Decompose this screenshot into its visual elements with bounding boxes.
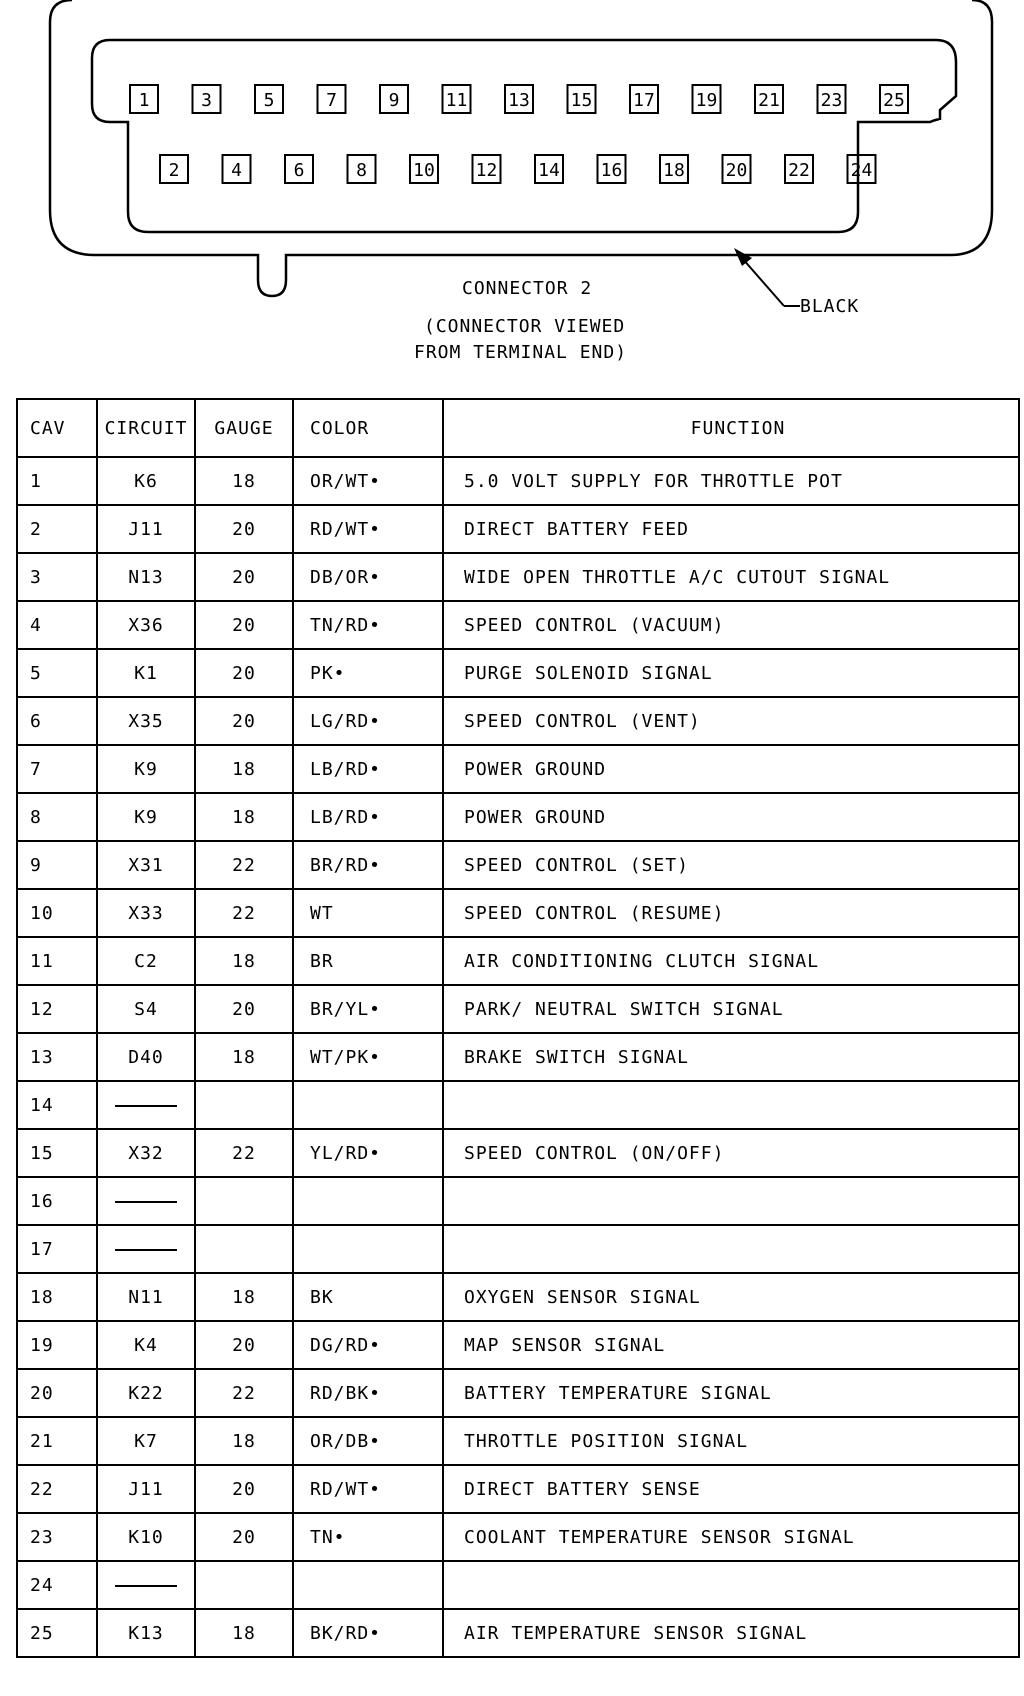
connector-title: CONNECTOR 2 [462,278,593,299]
pin-terminal [410,155,438,183]
table-row [17,649,1019,697]
pin-terminal [535,155,563,183]
pin-terminal [505,85,533,113]
cell-function [443,1177,1019,1225]
cell-function: SPEED CONTROL (SET) [443,841,1019,889]
cell-circuit: X31 [97,841,195,889]
table-row [17,1465,1019,1513]
cell-function [443,1081,1019,1129]
cell-cav: 6 [17,697,97,745]
cell-color: LB/RD• [293,745,443,793]
table-row [17,1081,1019,1129]
cell-function: THROTTLE POSITION SIGNAL [443,1417,1019,1465]
pin-number: 13 [508,90,530,111]
cell-function: POWER GROUND [443,793,1019,841]
cell-gauge: 20 [195,985,293,1033]
cell-gauge: 18 [195,457,293,505]
pin-row-bottom [160,155,876,183]
pin-number: 15 [570,90,593,111]
cell-cav: 20 [17,1369,97,1417]
cell-function: PARK/ NEUTRAL SWITCH SIGNAL [443,985,1019,1033]
cell-cav: 22 [17,1465,97,1513]
pin-terminal [223,155,251,183]
cell-circuit: K1 [97,649,195,697]
cell-gauge: 22 [195,841,293,889]
cell-cav: 21 [17,1417,97,1465]
connector-subtitle-line1: (CONNECTOR VIEWED [424,316,626,337]
cell-circuit: N11 [97,1273,195,1321]
header-cav: CAV [17,399,97,457]
pin-number: 9 [388,90,400,111]
table-row [17,1033,1019,1081]
cell-circuit: X35 [97,697,195,745]
unused-circuit-dash [115,1105,177,1107]
pin-terminal [473,155,501,183]
cell-function: OXYGEN SENSOR SIGNAL [443,1273,1019,1321]
table-row [17,1129,1019,1177]
pin-number: 2 [168,160,180,181]
cell-color: WT/PK• [293,1033,443,1081]
pin-number: 14 [538,160,560,181]
cell-function [443,1225,1019,1273]
cell-color: BR/RD• [293,841,443,889]
table-row [17,841,1019,889]
cell-color: BK/RD• [293,1609,443,1657]
cell-cav: 12 [17,985,97,1033]
cell-gauge: 22 [195,1369,293,1417]
cell-gauge: 20 [195,1465,293,1513]
cell-function: SPEED CONTROL (VENT) [443,697,1019,745]
cell-circuit: J11 [97,1465,195,1513]
pin-number: 24 [850,160,873,181]
table-row [17,1225,1019,1273]
cell-circuit [97,1225,195,1273]
pinout-table-body [17,457,1019,1657]
table-row [17,601,1019,649]
cell-color: YL/RD• [293,1129,443,1177]
cell-gauge: 18 [195,793,293,841]
table-row [17,1273,1019,1321]
pin-number: 1 [138,90,150,111]
pin-number: 19 [695,90,718,111]
pin-terminal [160,155,188,183]
cell-function: SPEED CONTROL (VACUUM) [443,601,1019,649]
pin-terminal [285,155,313,183]
cell-cav: 25 [17,1609,97,1657]
cell-color: RD/WT• [293,505,443,553]
cell-circuit: K13 [97,1609,195,1657]
cell-function: WIDE OPEN THROTTLE A/C CUTOUT SIGNAL [443,553,1019,601]
cell-function: AIR CONDITIONING CLUTCH SIGNAL [443,937,1019,985]
cell-color: DB/OR• [293,553,443,601]
table-row [17,1561,1019,1609]
cell-color: WT [293,889,443,937]
cell-cav: 16 [17,1177,97,1225]
cell-gauge: 22 [195,1129,293,1177]
cell-gauge: 20 [195,1513,293,1561]
callout-leader-line [742,258,784,306]
pin-row-top [130,85,908,113]
cell-gauge [195,1177,293,1225]
pin-terminal [693,85,721,113]
connector-housing-outline [50,0,992,296]
pin-terminal [818,85,846,113]
pin-terminal [598,155,626,183]
cell-circuit: K10 [97,1513,195,1561]
cell-cav: 1 [17,457,97,505]
cell-cav: 2 [17,505,97,553]
table-row [17,505,1019,553]
cell-circuit: K9 [97,745,195,793]
cell-cav: 14 [17,1081,97,1129]
connector-face-outline [92,40,956,232]
cell-color: OR/DB• [293,1417,443,1465]
table-row [17,1177,1019,1225]
cell-gauge: 20 [195,1321,293,1369]
pin-number: 16 [600,160,623,181]
cell-color: LB/RD• [293,793,443,841]
cell-color: DG/RD• [293,1321,443,1369]
cell-gauge: 20 [195,601,293,649]
cell-cav: 7 [17,745,97,793]
cell-cav: 8 [17,793,97,841]
pin-terminal [255,85,283,113]
pin-number: 11 [445,90,468,111]
cell-color: LG/RD• [293,697,443,745]
cell-color: TN/RD• [293,601,443,649]
cell-function [443,1561,1019,1609]
header-color: COLOR [293,399,443,457]
cell-gauge: 20 [195,649,293,697]
cell-circuit [97,1561,195,1609]
cell-circuit: K6 [97,457,195,505]
pinout-table [16,398,1020,1658]
cell-function: BRAKE SWITCH SIGNAL [443,1033,1019,1081]
cell-circuit: X32 [97,1129,195,1177]
cell-gauge: 18 [195,1609,293,1657]
table-row [17,1417,1019,1465]
cell-gauge: 18 [195,1417,293,1465]
cell-color [293,1561,443,1609]
cell-color: PK• [293,649,443,697]
table-row [17,1609,1019,1657]
cell-function: SPEED CONTROL (RESUME) [443,889,1019,937]
pin-number: 25 [883,90,905,111]
pin-terminal [785,155,813,183]
cell-circuit [97,1177,195,1225]
cell-cav: 24 [17,1561,97,1609]
cell-circuit: X33 [97,889,195,937]
unused-circuit-dash [115,1585,177,1587]
table-row [17,1513,1019,1561]
cell-gauge: 22 [195,889,293,937]
pin-number: 23 [820,90,843,111]
pin-number: 3 [201,90,212,111]
table-row [17,889,1019,937]
cell-color: TN• [293,1513,443,1561]
cell-circuit: K7 [97,1417,195,1465]
cell-function: AIR TEMPERATURE SENSOR SIGNAL [443,1609,1019,1657]
pin-terminal [568,85,596,113]
cell-color: RD/BK• [293,1369,443,1417]
cell-circuit: K4 [97,1321,195,1369]
pin-number: 12 [475,160,498,181]
cell-cav: 15 [17,1129,97,1177]
cell-gauge: 20 [195,505,293,553]
table-row [17,457,1019,505]
cell-gauge: 18 [195,1273,293,1321]
pin-number: 20 [725,160,748,181]
pin-terminal [630,85,658,113]
pin-number: 6 [293,160,305,181]
cell-cav: 17 [17,1225,97,1273]
unused-circuit-dash [115,1201,177,1203]
pin-terminal [348,155,376,183]
cell-function: BATTERY TEMPERATURE SIGNAL [443,1369,1019,1417]
cell-gauge: 18 [195,937,293,985]
cell-gauge: 18 [195,745,293,793]
table-row [17,1321,1019,1369]
cell-color: OR/WT• [293,457,443,505]
cell-gauge: 18 [195,1033,293,1081]
cell-cav: 11 [17,937,97,985]
cell-cav: 4 [17,601,97,649]
pin-number: 21 [758,90,780,111]
pin-terminal [318,85,346,113]
cell-function: POWER GROUND [443,745,1019,793]
table-row [17,697,1019,745]
cell-function: COOLANT TEMPERATURE SENSOR SIGNAL [443,1513,1019,1561]
cell-gauge: 20 [195,697,293,745]
cell-cav: 5 [17,649,97,697]
cell-color: BR/YL• [293,985,443,1033]
cell-circuit: K22 [97,1369,195,1417]
pin-terminal [193,85,221,113]
cell-color [293,1177,443,1225]
cell-circuit: C2 [97,937,195,985]
cell-color: RD/WT• [293,1465,443,1513]
cell-function: 5.0 VOLT SUPPLY FOR THROTTLE POT [443,457,1019,505]
pin-terminal [443,85,471,113]
unused-circuit-dash [115,1249,177,1251]
table-row [17,937,1019,985]
cell-circuit: S4 [97,985,195,1033]
header-circuit: CIRCUIT [97,399,195,457]
cell-circuit: N13 [97,553,195,601]
connector-subtitle-line2: FROM TERMINAL END) [414,342,628,363]
cell-color: BR [293,937,443,985]
cell-circuit: J11 [97,505,195,553]
pin-terminal [755,85,783,113]
cell-function: SPEED CONTROL (ON/OFF) [443,1129,1019,1177]
table-row [17,985,1019,1033]
cell-gauge [195,1225,293,1273]
cell-circuit [97,1081,195,1129]
cell-circuit: D40 [97,1033,195,1081]
pin-number: 8 [356,160,367,181]
cell-cav: 23 [17,1513,97,1561]
pin-number: 17 [633,90,655,111]
table-row [17,553,1019,601]
cell-color [293,1081,443,1129]
cell-circuit: X36 [97,601,195,649]
cell-color: BK [293,1273,443,1321]
pin-terminal [848,155,876,183]
cell-function: PURGE SOLENOID SIGNAL [443,649,1019,697]
pin-number: 18 [663,160,685,181]
cell-function: DIRECT BATTERY SENSE [443,1465,1019,1513]
pin-terminal [723,155,751,183]
pin-terminal [380,85,408,113]
pin-terminal [880,85,908,113]
pin-number: 10 [413,160,435,181]
pin-number: 5 [263,90,275,111]
cell-gauge [195,1561,293,1609]
cell-color [293,1225,443,1273]
header-gauge: GAUGE [195,399,293,457]
connector-color-callout: BLACK [800,296,860,317]
cell-cav: 10 [17,889,97,937]
cell-cav: 9 [17,841,97,889]
header-function: FUNCTION [443,399,1019,457]
cell-cav: 19 [17,1321,97,1369]
table-row [17,1369,1019,1417]
cell-circuit: K9 [97,793,195,841]
table-header-row [17,399,1019,457]
cell-cav: 18 [17,1273,97,1321]
cell-function: MAP SENSOR SIGNAL [443,1321,1019,1369]
table-row [17,793,1019,841]
pin-number: 4 [231,160,242,181]
callout-arrowhead [734,248,752,266]
pin-terminal [660,155,688,183]
cell-function: DIRECT BATTERY FEED [443,505,1019,553]
cell-gauge: 20 [195,553,293,601]
pin-terminal [130,85,158,113]
table-row [17,745,1019,793]
cell-cav: 13 [17,1033,97,1081]
pin-number: 7 [326,90,337,111]
pin-number: 22 [788,160,810,181]
cell-cav: 3 [17,553,97,601]
cell-gauge [195,1081,293,1129]
